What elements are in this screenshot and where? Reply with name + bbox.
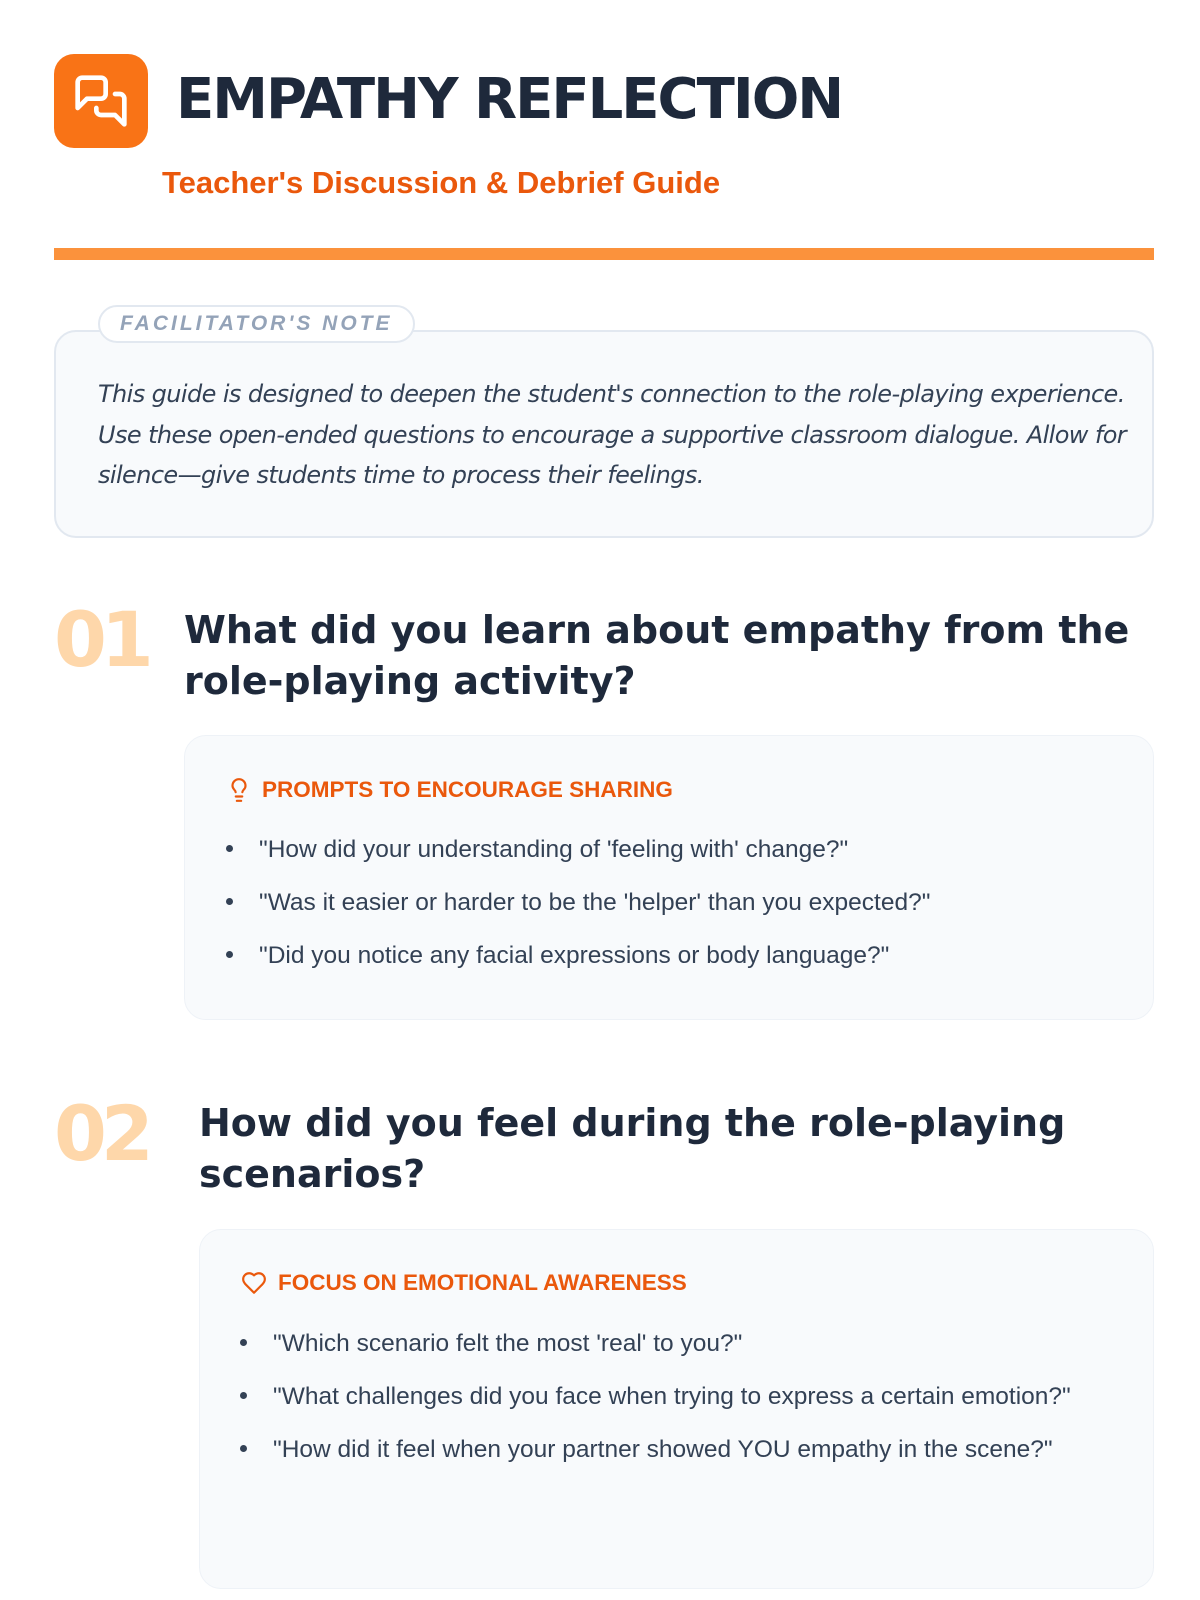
question-text: What did you learn about empathy from the role-playing activity? [184,608,1130,703]
prompt-card-header [240,1270,687,1296]
facilitator-note-tag: FACILITATOR'S NOTE [98,305,415,343]
heart-icon [240,1270,268,1296]
page-subtitle: Teacher's Discussion & Debrief Guide [162,165,721,200]
list-item: "How did your understanding of 'feeling with' change?" [226,830,1126,870]
list-item: "Did you notice any facial expressions or body language?" [226,936,1126,976]
header-divider [54,248,1154,260]
prompt-card-title: PROMPTS TO ENCOURAGE SHARING [262,777,673,802]
question-text: How did you feel during the role-playing scenarios? [199,1101,1066,1196]
list-item: "How did it feel when your partner showed YOU empathy in the scene?" [240,1430,1120,1470]
list-item: "Was it easier or harder to be the 'helper' than you expected?" [226,883,1126,923]
question-number: 01 [54,595,148,684]
prompt-list [240,1324,1120,1483]
chat-bubbles-icon [73,73,129,129]
facilitator-note-text: This guide is designed to deepen the student's connection to the role-playing experience. Use these open-ended questions to encourage a supportive classroom dialogue. Allow for silence—give students time to process their feelings. [98,380,1127,489]
list-item: "What challenges did you face when trying to express a certain emotion?" [240,1377,1120,1417]
bullet [226,898,233,905]
page-title: EMPATHY REFLECTION [176,67,843,132]
bullet [240,1392,247,1399]
bullet [226,845,233,852]
bullet [240,1445,247,1452]
bullet [240,1339,247,1346]
prompt-list [226,830,1126,989]
bullet [226,951,233,958]
lightbulb-icon [226,776,252,804]
question-number: 02 [54,1089,148,1178]
prompt-card-header [226,776,673,804]
list-item: "Which scenario felt the most 'real' to you?" [240,1324,1120,1364]
logo [54,54,148,148]
prompt-card-title: FOCUS ON EMOTIONAL AWARENESS [278,1270,687,1295]
